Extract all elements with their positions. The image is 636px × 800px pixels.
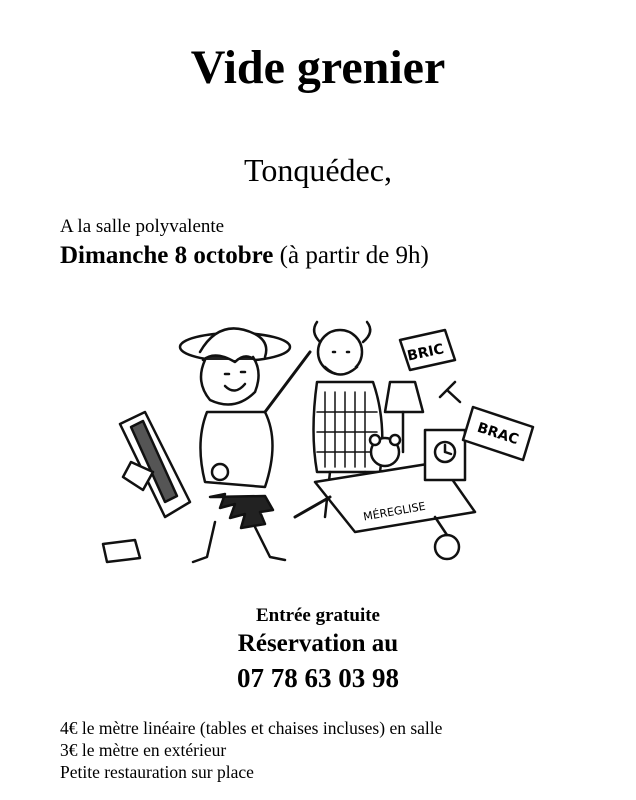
boy-figure	[180, 328, 290, 562]
info-line: 3€ le mètre en extérieur	[60, 740, 227, 760]
date-bold: Dimanche 8 octobre	[60, 242, 274, 269]
info-line: Petite restauration sur place	[60, 762, 254, 782]
info-line: 4€ le mètre linéaire (tables et chaises incluses) en salle	[60, 718, 443, 738]
phone-number: 07 78 63 03 98	[237, 663, 399, 693]
page-title: Vide grenier	[190, 41, 446, 94]
date-line	[60, 240, 429, 272]
date-time: (à partir de 9h)	[273, 242, 429, 269]
town-name: Tonquédec,	[244, 152, 392, 188]
wheelbarrow-label: MÉREGLISE	[362, 499, 427, 524]
venue-text: A la salle polyvalente	[60, 216, 225, 237]
entry-text: Entrée gratuite	[256, 605, 380, 626]
clock-icon	[425, 430, 465, 480]
info-list	[60, 717, 442, 783]
bric-sign-label: BRIC	[405, 341, 446, 365]
reservation-text: Réservation au	[237, 630, 399, 657]
flea-market-illustration	[95, 312, 545, 582]
teddy-bear-icon	[370, 435, 400, 466]
brac-sign-label: BRAC	[475, 419, 521, 449]
